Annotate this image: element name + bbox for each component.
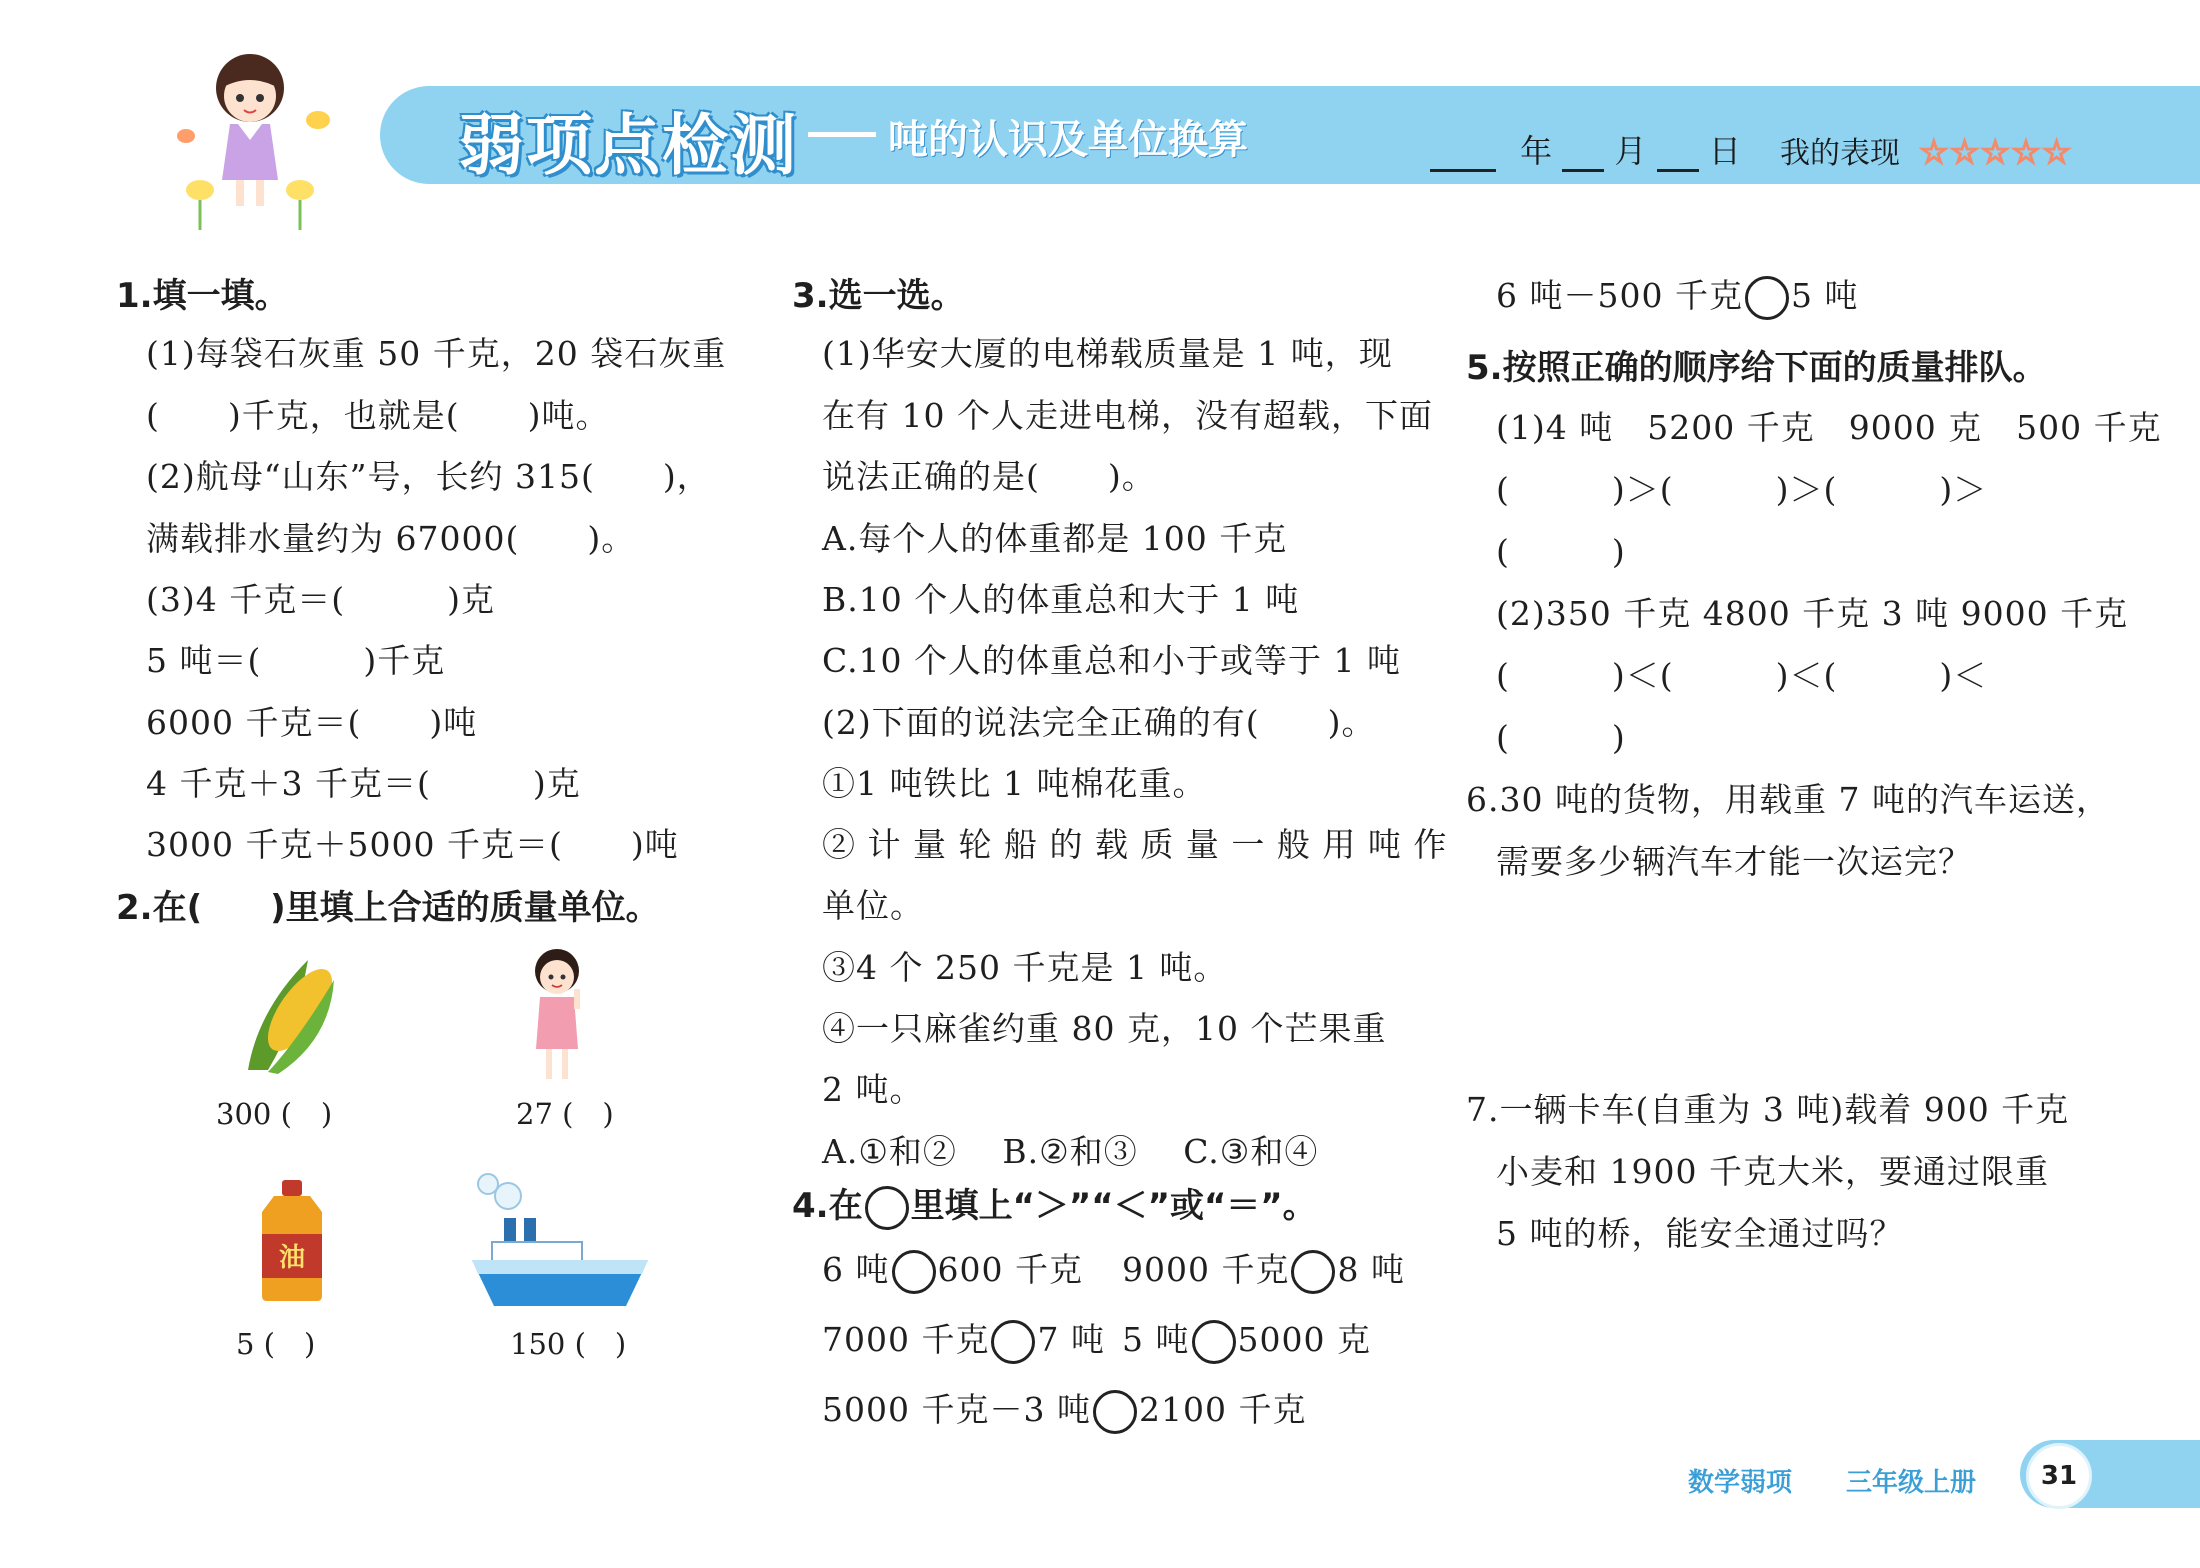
- q1-line: (2)航母“山东”号，长约 315( )，: [146, 457, 711, 496]
- q1-line: 5 吨＝( )千克: [146, 641, 446, 680]
- q2-heading: 2.在( )里填上合适的质量单位。: [116, 888, 660, 928]
- month-label: 月: [1614, 132, 1647, 170]
- oil-label: 5 ( ): [236, 1327, 316, 1361]
- q1-line: ( )千克，也就是( )吨。: [146, 396, 610, 435]
- q5-line: ( )＞( )＞( )＞: [1496, 470, 1988, 509]
- q1-line: 满载排水量约为 67000( )。: [146, 519, 636, 558]
- q5-line: ( ): [1496, 718, 1626, 757]
- q4-heading: [792, 1178, 1317, 1230]
- q3-option-c: C.10 个人的体重总和小于或等于 1 吨: [822, 641, 1402, 680]
- date-fields: [1430, 126, 1741, 172]
- q1-line: (3)4 千克＝( )克: [146, 580, 495, 619]
- q4-left: 5 吨: [1122, 1320, 1190, 1359]
- ship-icon: [468, 1172, 652, 1312]
- q1-line: 3000 千克＋5000 千克＝( )吨: [146, 825, 679, 864]
- compare-circle[interactable]: [991, 1320, 1035, 1364]
- q4-right: 5 吨: [1790, 276, 1859, 315]
- compare-circle[interactable]: [1093, 1390, 1137, 1434]
- ship-label: 150 ( ): [510, 1327, 627, 1361]
- compare-circle[interactable]: [1192, 1320, 1236, 1364]
- q3-line: 2 吨。: [822, 1070, 924, 1109]
- q1-heading: 1.填一填。: [116, 276, 289, 316]
- q1-line: 6000 千克＝( )吨: [146, 703, 478, 742]
- q7-line: 7.一辆卡车(自重为 3 吨)载着 900 千克: [1466, 1090, 2070, 1129]
- q3-line: ③4 个 250 千克是 1 吨。: [822, 948, 1228, 987]
- q4-left: 6 吨－500 千克: [1496, 276, 1743, 315]
- q3-line: 在有 10 个人走进电梯，没有超载，下面: [822, 396, 1433, 435]
- q4-left: 9000 千克: [1122, 1250, 1290, 1289]
- day-blank[interactable]: [1657, 137, 1699, 172]
- q4-right: 600 千克: [937, 1250, 1083, 1289]
- q1-line: 4 千克＋3 千克＝( )克: [146, 764, 581, 803]
- month-blank[interactable]: [1562, 137, 1604, 172]
- q4-right: 5000 克: [1237, 1320, 1371, 1359]
- q5-heading: 5.按照正确的顺序给下面的质量排队。: [1466, 348, 2047, 388]
- q4-left: 6 吨: [822, 1250, 890, 1289]
- q5-line: ( )＜( )＜( )＜: [1496, 656, 1988, 695]
- q3-line: ④一只麻雀约重 80 克，10 个芒果重: [822, 1009, 1387, 1048]
- performance-label: 我的表现: [1780, 136, 1900, 171]
- q3-line: (2)下面的说法完全正确的有( )。: [822, 703, 1376, 742]
- year-label: 年: [1520, 132, 1553, 170]
- page-number: 31: [2026, 1443, 2092, 1509]
- oil-bottle-text: 油: [278, 1243, 306, 1273]
- compare-circle: [865, 1186, 909, 1230]
- q3-choices: A.①和② B.②和③ C.③和④: [822, 1132, 1319, 1171]
- q3-line: ①1 吨铁比 1 吨棉花重。: [822, 764, 1207, 803]
- q4-item: [1122, 1314, 1371, 1364]
- q4-left: 5000 千克－3 吨: [822, 1390, 1091, 1429]
- compare-circle[interactable]: [892, 1250, 936, 1294]
- page-subtitle: 吨的认识及单位换算: [888, 117, 1248, 163]
- title-dash: [808, 132, 876, 137]
- q1-line: (1)每袋石灰重 50 千克，20 袋石灰重: [146, 334, 727, 373]
- q4-right: 7 吨: [1037, 1320, 1105, 1359]
- compare-circle[interactable]: [1291, 1250, 1335, 1294]
- q3-option-b: B.10 个人的体重总和大于 1 吨: [822, 580, 1300, 619]
- corn-icon: [238, 950, 342, 1075]
- girl-icon: [520, 945, 594, 1085]
- q4-item: [822, 1384, 1306, 1434]
- q4-right: 2100 千克: [1138, 1390, 1307, 1429]
- q3-option-a: A.每个人的体重都是 100 千克: [822, 519, 1288, 558]
- q5-line: (1)4 吨 5200 千克 9000 克 500 千克: [1496, 408, 2162, 447]
- q4-heading-post: 里填上“＞”“＜”或“＝”。: [910, 1186, 1317, 1226]
- compare-circle[interactable]: [1745, 276, 1789, 320]
- q4-item: [822, 1244, 1083, 1294]
- q7-line: 5 吨的桥，能安全通过吗？: [1496, 1214, 1904, 1253]
- q6-line: 需要多少辆汽车才能一次运完？: [1496, 842, 1972, 881]
- year-blank[interactable]: [1430, 137, 1496, 172]
- q5-line: ( ): [1496, 532, 1626, 571]
- day-label: 日: [1708, 132, 1741, 170]
- q3-line: 单位。: [822, 886, 924, 925]
- performance-rating: [1780, 128, 2073, 172]
- q4-left: 7000 千克: [822, 1320, 990, 1359]
- q3-heading: 3.选一选。: [792, 276, 965, 316]
- footer-grade: 三年级上册: [1846, 1468, 1977, 1498]
- rating-stars-icon[interactable]: ☆☆☆☆☆: [1919, 133, 2073, 171]
- q4-item: [1122, 1244, 1405, 1294]
- q6-line: 6.30 吨的货物，用载重 7 吨的汽车运送，: [1466, 780, 2110, 819]
- page-title: 弱项点检测: [458, 107, 798, 184]
- q3-line: ② 计 量 轮 船 的 载 质 量 一 般 用 吨 作: [822, 825, 1448, 864]
- q4-right: 8 吨: [1337, 1250, 1405, 1289]
- q4-item: [1496, 270, 1858, 320]
- corn-label: 300 ( ): [216, 1097, 333, 1131]
- q3-line: 说法正确的是( )。: [822, 457, 1156, 496]
- girl-label: 27 ( ): [516, 1097, 614, 1131]
- q4-heading-pre: 4.在: [792, 1186, 863, 1226]
- oil-bottle-icon: [252, 1178, 332, 1303]
- footer-book: 数学弱项: [1688, 1468, 1793, 1498]
- q4-item: [822, 1314, 1105, 1364]
- girl-mascot-icon: [140, 40, 370, 240]
- q3-line: (1)华安大厦的电梯载质量是 1 吨，现: [822, 334, 1393, 373]
- q7-line: 小麦和 1900 千克大米，要通过限重: [1496, 1152, 2049, 1191]
- q5-line: (2)350 千克 4800 千克 3 吨 9000 千克: [1496, 594, 2129, 633]
